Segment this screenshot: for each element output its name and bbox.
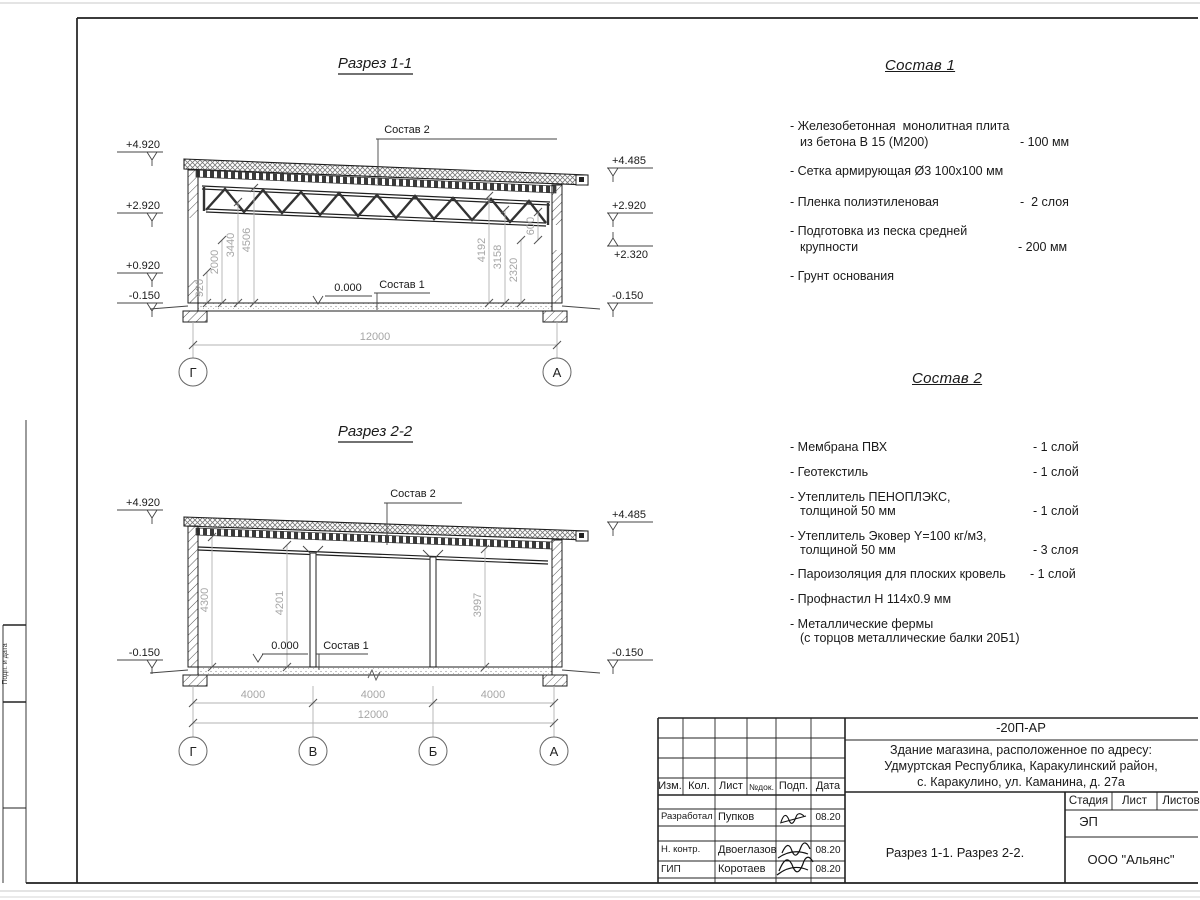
axis-letter: Г bbox=[189, 365, 197, 380]
zero-level-mark bbox=[313, 282, 372, 304]
elevation-value: -0.150 bbox=[612, 647, 644, 659]
footing-left bbox=[183, 311, 207, 322]
callout-label: Состав 1 bbox=[379, 279, 425, 291]
elevation-mark bbox=[117, 497, 163, 524]
sheets-label: Листов bbox=[1162, 795, 1200, 807]
elevation-marks-left bbox=[117, 139, 163, 317]
column-right bbox=[552, 540, 562, 667]
list-item: - Геотекстиль bbox=[790, 465, 869, 479]
list-item-value: - 200 мм bbox=[1018, 240, 1068, 254]
dimension-value: 600 bbox=[525, 216, 537, 236]
section-1-title: Разрез 1-1 bbox=[337, 55, 413, 72]
list-item: - Грунт основания bbox=[790, 269, 895, 283]
callout-label: Состав 1 bbox=[323, 640, 369, 652]
elevation-mark bbox=[607, 290, 653, 317]
axis-letter: Г bbox=[189, 744, 197, 759]
axis-letter: Б bbox=[428, 744, 438, 759]
axis-marker bbox=[540, 737, 568, 765]
footing-right bbox=[543, 311, 567, 322]
role-gip: ГИП bbox=[661, 864, 681, 875]
bottom-dimension bbox=[189, 322, 561, 358]
side-stamp-label: Подп. и дата bbox=[2, 643, 9, 685]
list-item: - Сетка армирующая Ø3 100х100 мм bbox=[790, 164, 1004, 178]
role-nkontr: Н. контр. bbox=[661, 844, 701, 855]
axis-marker bbox=[299, 737, 327, 765]
list-item: толщиной 50 мм bbox=[800, 504, 896, 518]
col-header-data: Дата bbox=[815, 780, 841, 792]
list-item: - Утеплитель Эковер Y=100 кг/м3, bbox=[790, 529, 987, 543]
list-item: - Утеплитель ПЕНОПЛЭКС, bbox=[790, 490, 951, 504]
elevation-marks-left bbox=[117, 497, 163, 674]
callout-sostav1 bbox=[316, 640, 369, 670]
elevation-mark bbox=[117, 139, 163, 166]
vertical-dimensions-right bbox=[476, 192, 542, 307]
dimension-value: 4300 bbox=[199, 587, 211, 613]
sostav1-title: Состав 1 bbox=[885, 57, 956, 74]
dimension-value: 12000 bbox=[357, 709, 389, 721]
axis-marker bbox=[543, 358, 571, 386]
floor-slab bbox=[198, 667, 552, 675]
dimension-value: 3158 bbox=[492, 244, 504, 270]
elevation-mark bbox=[607, 155, 653, 182]
list-item-value: - 2 слоя bbox=[1020, 195, 1069, 209]
floor-slab bbox=[198, 303, 552, 311]
project-address-line3: с. Каракулино, ул. Каманина, д. 27а bbox=[917, 775, 1125, 789]
name-pupkov: Пупков bbox=[718, 811, 755, 823]
col-header-list: Лист bbox=[719, 780, 743, 792]
elevation-mark bbox=[607, 232, 653, 261]
column-left bbox=[188, 526, 198, 667]
list-item-value: - 3 слоя bbox=[1033, 543, 1079, 557]
col-header-podp: Подп. bbox=[778, 780, 809, 792]
elevation-value: +4.485 bbox=[612, 509, 646, 521]
project-address-line2: Удмуртская Республика, Каракулинский район, bbox=[884, 759, 1158, 773]
dimension-value: 3997 bbox=[472, 592, 484, 618]
elevation-value: +2.920 bbox=[126, 200, 160, 212]
zero-level-mark bbox=[253, 640, 308, 662]
list-item: - Пароизоляция для плоских кровель bbox=[790, 567, 1006, 581]
dimension-value: 4000 bbox=[240, 689, 266, 701]
callout-label: Состав 2 bbox=[390, 488, 436, 500]
elevation-value: +4.920 bbox=[126, 139, 160, 151]
list-item: - Мембрана ПВХ bbox=[790, 440, 888, 454]
date-razrabotal: 08.20 bbox=[815, 812, 841, 823]
dimension-value: 12000 bbox=[359, 331, 391, 343]
list-item-value: - 1 слой bbox=[1033, 465, 1079, 479]
dimension-value: 2000 bbox=[209, 249, 221, 275]
list-item: - Металлические фермы bbox=[790, 617, 934, 631]
dimension-value: 4000 bbox=[480, 689, 506, 701]
elevation-value: +2.920 bbox=[612, 200, 646, 212]
dimension-value: 4192 bbox=[476, 237, 488, 263]
axis-marker bbox=[179, 737, 207, 765]
list-item-value: - 1 слой bbox=[1033, 440, 1079, 454]
name-korotaev: Коротаев bbox=[718, 863, 766, 875]
col-header-kol: Кол. bbox=[688, 780, 710, 792]
section-2-drawing bbox=[117, 423, 653, 765]
elevation-mark bbox=[607, 509, 653, 536]
section-2-title: Разрез 2-2 bbox=[337, 423, 413, 440]
dimension-value: 4201 bbox=[274, 590, 286, 616]
footing-right bbox=[543, 675, 567, 686]
elevation-mark bbox=[117, 200, 163, 227]
axis-letter: В bbox=[308, 744, 318, 759]
list-item: (с торцов металлические балки 20Б1) bbox=[800, 631, 1020, 645]
list-item-value: - 1 слой bbox=[1030, 567, 1076, 581]
signature-gip bbox=[777, 843, 813, 875]
elevation-marks-right bbox=[607, 509, 653, 674]
sheet-label: Лист bbox=[1122, 795, 1147, 807]
date-nkontr: 08.20 bbox=[815, 845, 841, 856]
drawing-title: Разрез 1-1. Разрез 2-2. bbox=[885, 845, 1025, 860]
footing-left bbox=[183, 675, 207, 686]
dimension-value: 4000 bbox=[360, 689, 386, 701]
stage-label: Стадия bbox=[1068, 795, 1109, 807]
elevation-mark bbox=[117, 260, 163, 287]
list-item-value: - 1 слой bbox=[1033, 504, 1079, 518]
signature-razrabotal bbox=[780, 814, 806, 824]
elevation-value: -0.150 bbox=[128, 647, 160, 659]
section-1-drawing bbox=[117, 55, 653, 386]
elevation-mark bbox=[117, 647, 163, 674]
callout-label: Состав 2 bbox=[384, 124, 430, 136]
role-razrabotal: Разработал bbox=[661, 811, 713, 822]
list-item: толщиной 50 мм bbox=[800, 543, 896, 557]
dimension-value: 2320 bbox=[508, 257, 520, 283]
stage-value: ЭП bbox=[1079, 814, 1098, 829]
list-item: крупности bbox=[800, 240, 859, 254]
elevation-mark bbox=[117, 290, 163, 317]
zero-value: 0.000 bbox=[271, 640, 299, 652]
elevation-value: +4.920 bbox=[126, 497, 160, 509]
col-header-izm: Изм. bbox=[658, 780, 682, 792]
zero-value: 0.000 bbox=[334, 282, 362, 294]
list-item-value: - 100 мм bbox=[1020, 135, 1070, 149]
axis-letter: А bbox=[552, 365, 562, 380]
list-item: - Профнастил Н 114х0.9 мм bbox=[790, 592, 952, 606]
document-code: -20П-АР bbox=[996, 720, 1046, 735]
column-right bbox=[552, 185, 562, 303]
date-gip: 08.20 bbox=[815, 864, 841, 875]
side-stamp bbox=[2, 420, 26, 883]
project-address-line1: Здание магазина, расположенное по адресу: bbox=[890, 743, 1152, 757]
axis-marker bbox=[419, 737, 447, 765]
column-interior-v bbox=[303, 546, 323, 667]
elevation-value: +0.920 bbox=[126, 260, 160, 272]
list-item: - Подготовка из песка средней bbox=[790, 224, 968, 238]
column-interior-b bbox=[423, 550, 443, 667]
elevation-mark bbox=[607, 647, 653, 674]
axis-letter: А bbox=[549, 744, 559, 759]
sostav2-title: Состав 2 bbox=[912, 370, 983, 387]
elevation-marks-right bbox=[607, 155, 653, 317]
list-item: из бетона В 15 (М200) bbox=[800, 135, 929, 149]
bottom-dimensions bbox=[189, 686, 558, 737]
company-name: ООО "Альянс" bbox=[1087, 852, 1175, 867]
col-header-ndoc: №док. bbox=[749, 782, 774, 792]
elevation-value: -0.150 bbox=[612, 290, 644, 302]
elevation-value: +4.485 bbox=[612, 155, 646, 167]
axis-marker bbox=[179, 358, 207, 386]
dimension-value: 920 bbox=[194, 278, 206, 298]
dimension-value: 4506 bbox=[241, 227, 253, 253]
list-item: - Железобетонная монолитная плита bbox=[790, 119, 1010, 133]
elevation-mark bbox=[607, 200, 653, 227]
dimension-value: 3440 bbox=[225, 232, 237, 258]
elevation-value: -0.150 bbox=[128, 290, 160, 302]
elevation-value: +2.320 bbox=[614, 249, 648, 261]
name-dvoeglazov: Двоеглазов bbox=[718, 844, 777, 856]
list-item: - Пленка полиэтиленовая bbox=[790, 195, 939, 209]
